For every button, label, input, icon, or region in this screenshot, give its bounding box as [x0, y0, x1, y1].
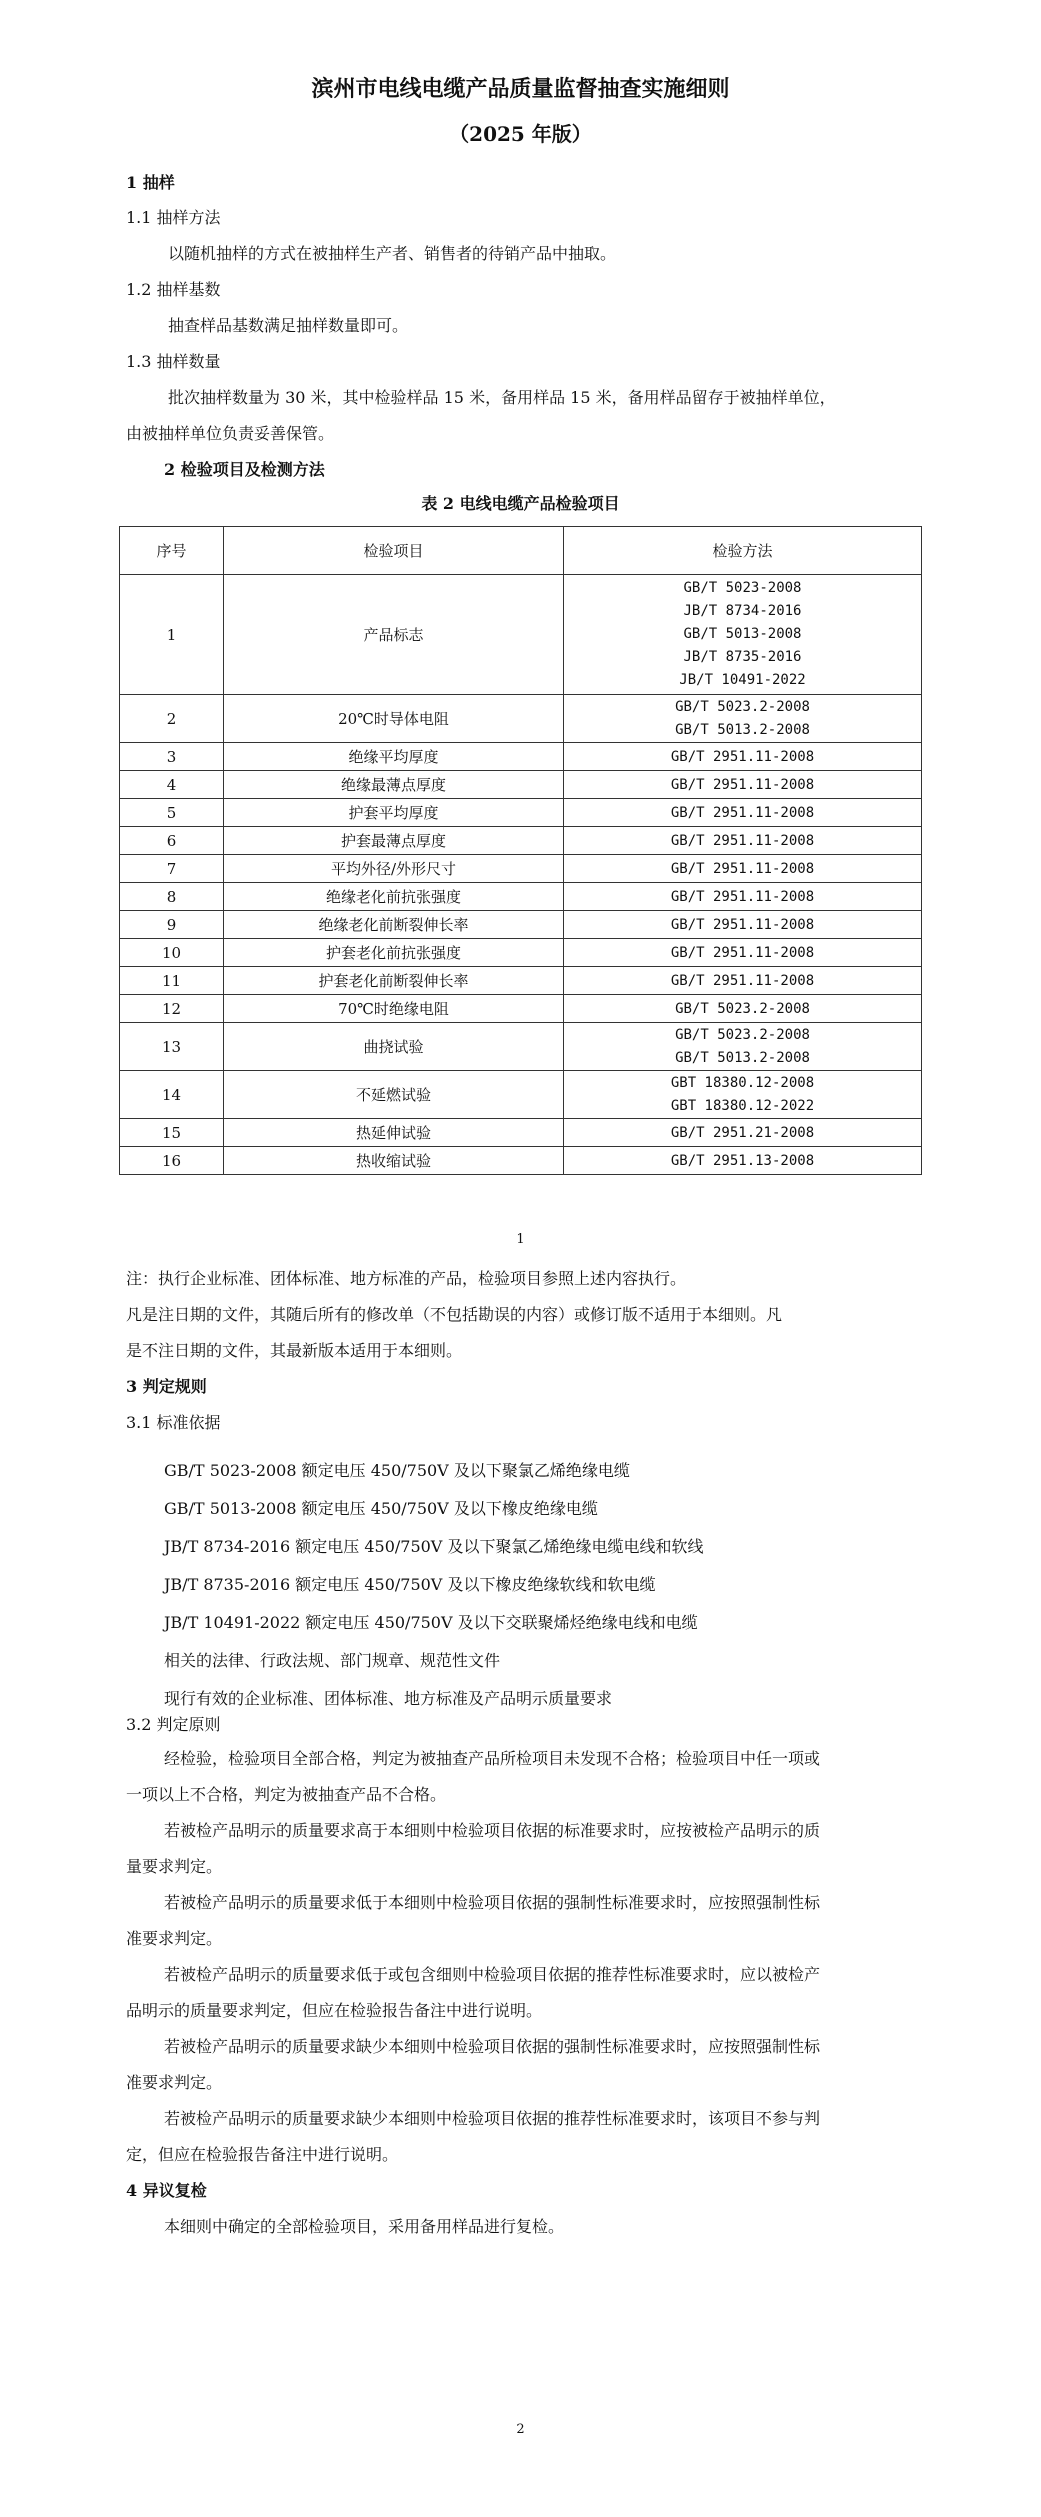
cell-methods — [564, 1119, 922, 1147]
cell-methods — [564, 855, 922, 883]
standard-item: 现行有效的企业标准、团体标准、地方标准及产品明示质量要求 — [164, 1689, 613, 1708]
method-line: GB/T 2951.11-2008 — [670, 748, 815, 765]
header-item: 检验项目 — [224, 527, 564, 575]
cell-methods — [564, 911, 922, 939]
table-row — [120, 743, 922, 771]
standard-item: GB/T 5013-2008 额定电压 450/750V 及以下橡皮绝缘电缆 — [164, 1499, 598, 1518]
table-row — [120, 695, 922, 743]
cell-item: 热延伸试验 — [224, 1119, 564, 1147]
cell-methods — [564, 799, 922, 827]
principle-line: 若被检产品明示的质量要求低于本细则中检验项目依据的强制性标准要求时，应按照强制性标 — [164, 1893, 821, 1912]
cell-item: 护套老化前抗张强度 — [224, 939, 564, 967]
cell-no: 2 — [120, 695, 224, 743]
method-line: GB/T 2951.21-2008 — [670, 1124, 815, 1141]
header-no: 序号 — [120, 527, 224, 575]
cell-no: 16 — [120, 1147, 224, 1175]
cell-methods — [564, 695, 922, 743]
section-3-1-heading: 3.1 标准依据 — [126, 1413, 221, 1432]
cell-no: 11 — [120, 967, 224, 995]
page-number-2: 2 — [516, 2422, 525, 2437]
section-1-heading: 1 抽样 — [126, 173, 175, 192]
table-row — [120, 771, 922, 799]
standard-item: JB/T 8734-2016 额定电压 450/750V 及以下聚氯乙烯绝缘电缆电线和软线 — [164, 1537, 704, 1556]
table-row — [120, 967, 922, 995]
table-row — [120, 939, 922, 967]
method-line: GB/T 5013.2-2008 — [675, 1049, 810, 1066]
method-line: GB/T 2951.11-2008 — [670, 776, 815, 793]
method-line: GB/T 2951.11-2008 — [670, 860, 815, 877]
principle-line: 品明示的质量要求判定，但应在检验报告备注中进行说明。 — [126, 2001, 543, 2020]
cell-methods — [564, 1071, 922, 1119]
table-caption: 表 2 电线电缆产品检验项目 — [421, 494, 620, 513]
section-4-text: 本细则中确定的全部检验项目，采用备用样品进行复检。 — [164, 2217, 565, 2236]
cell-methods — [564, 827, 922, 855]
method-line: GB/T 5023-2008 — [683, 580, 802, 596]
table-row — [120, 1119, 922, 1147]
cell-no: 3 — [120, 743, 224, 771]
section-1-3-heading: 1.3 抽样数量 — [126, 352, 221, 371]
cell-item: 护套老化前断裂伸长率 — [224, 967, 564, 995]
cell-no: 12 — [120, 995, 224, 1023]
principle-line: 准要求判定。 — [126, 2073, 223, 2092]
note-2-line2: 是不注日期的文件，其最新版本适用于本细则。 — [126, 1341, 463, 1360]
method-line: GB/T 5023.2-2008 — [675, 698, 810, 715]
cell-no: 15 — [120, 1119, 224, 1147]
cell-methods — [564, 743, 922, 771]
cell-no: 13 — [120, 1023, 224, 1071]
document-subtitle: （2025 年版） — [449, 122, 592, 146]
header-method: 检验方法 — [564, 527, 922, 575]
cell-no: 14 — [120, 1071, 224, 1119]
method-line: GB/T 5023.2-2008 — [675, 1026, 810, 1043]
cell-methods — [564, 883, 922, 911]
method-line: JB/T 8734-2016 — [683, 603, 802, 619]
cell-item: 护套最薄点厚度 — [224, 827, 564, 855]
cell-methods — [564, 1147, 922, 1175]
cell-item: 曲挠试验 — [224, 1023, 564, 1071]
section-3-heading: 3 判定规则 — [126, 1377, 207, 1396]
principle-line: 若被检产品明示的质量要求低于或包含细则中检验项目依据的推荐性标准要求时，应以被检产 — [164, 1965, 821, 1984]
method-line: GB/T 2951.11-2008 — [670, 944, 815, 961]
cell-methods — [564, 575, 922, 695]
standard-item: GB/T 5023-2008 额定电压 450/750V 及以下聚氯乙烯绝缘电缆 — [164, 1461, 630, 1480]
cell-item: 绝缘最薄点厚度 — [224, 771, 564, 799]
section-1-1-heading: 1.1 抽样方法 — [126, 208, 221, 227]
cell-item: 护套平均厚度 — [224, 799, 564, 827]
cell-item: 20℃时导体电阻 — [224, 695, 564, 743]
cell-item: 绝缘平均厚度 — [224, 743, 564, 771]
section-1-3-text-line1: 批次抽样数量为 30 米，其中检验样品 15 米，备用样品 15 米，备用样品留存于被抽样单位， — [168, 388, 836, 407]
table-row — [120, 1147, 922, 1175]
section-4-heading: 4 异议复检 — [126, 2181, 207, 2200]
section-1-2-text: 抽查样品基数满足抽样数量即可。 — [168, 316, 409, 335]
cell-no: 7 — [120, 855, 224, 883]
cell-no: 9 — [120, 911, 224, 939]
principle-line: 一项以上不合格，判定为被抽查产品不合格。 — [126, 1785, 447, 1804]
standard-item: JB/T 8735-2016 额定电压 450/750V 及以下橡皮绝缘软线和软电缆 — [164, 1575, 656, 1594]
table-row — [120, 799, 922, 827]
cell-item: 平均外径/外形尺寸 — [224, 855, 564, 883]
standard-item: 相关的法律、行政法规、部门规章、规范性文件 — [164, 1651, 501, 1670]
principle-line: 若被检产品明示的质量要求高于本细则中检验项目依据的标准要求时，应按被检产品明示的质 — [164, 1821, 821, 1840]
method-line: GB/T 5013.2-2008 — [675, 721, 810, 738]
principle-line: 若被检产品明示的质量要求缺少本细则中检验项目依据的强制性标准要求时，应按照强制性标 — [164, 2037, 821, 2056]
section-1-2-heading: 1.2 抽样基数 — [126, 280, 221, 299]
method-line: GB/T 2951.11-2008 — [670, 972, 815, 989]
cell-item: 热收缩试验 — [224, 1147, 564, 1175]
table-row — [120, 1071, 922, 1119]
table-row — [120, 1023, 922, 1071]
method-line: GB/T 5023.2-2008 — [675, 1000, 810, 1017]
cell-no: 8 — [120, 883, 224, 911]
table-row — [120, 575, 922, 695]
cell-methods — [564, 995, 922, 1023]
table-row — [120, 855, 922, 883]
section-1-1-text: 以随机抽样的方式在被抽样生产者、销售者的待销产品中抽取。 — [168, 244, 617, 263]
method-line: GBT 18380.12-2022 — [670, 1097, 815, 1114]
table-row — [120, 827, 922, 855]
cell-no: 1 — [120, 575, 224, 695]
page-number-1: 1 — [516, 1232, 525, 1247]
section-1-3-text-line2: 由被抽样单位负责妥善保管。 — [126, 424, 335, 443]
principle-line: 经检验，检验项目全部合格，判定为被抽查产品所检项目未发现不合格；检验项目中任一项或 — [164, 1749, 821, 1768]
cell-item: 产品标志 — [224, 575, 564, 695]
table-row — [120, 995, 922, 1023]
table-row — [120, 911, 922, 939]
cell-no: 6 — [120, 827, 224, 855]
table-header-row — [120, 527, 922, 575]
standard-item: JB/T 10491-2022 额定电压 450/750V 及以下交联聚烯烃绝缘电线和电缆 — [164, 1613, 698, 1632]
method-line: GB/T 2951.11-2008 — [670, 832, 815, 849]
cell-methods — [564, 967, 922, 995]
method-line: JB/T 10491-2022 — [679, 672, 806, 688]
principle-line: 准要求判定。 — [126, 1929, 223, 1948]
cell-methods — [564, 939, 922, 967]
cell-item: 不延燃试验 — [224, 1071, 564, 1119]
note-1: 注：执行企业标准、团体标准、地方标准的产品，检验项目参照上述内容执行。 — [126, 1269, 687, 1288]
method-line: GB/T 2951.11-2008 — [670, 804, 815, 821]
principle-line: 定，但应在检验报告备注中进行说明。 — [126, 2145, 399, 2164]
cell-methods — [564, 771, 922, 799]
cell-item: 绝缘老化前断裂伸长率 — [224, 911, 564, 939]
method-line: GBT 18380.12-2008 — [670, 1074, 815, 1091]
note-2-line1: 凡是注日期的文件，其随后所有的修改单（不包括勘误的内容）或修订版不适用于本细则。凡 — [126, 1305, 783, 1324]
method-line: GB/T 5013-2008 — [683, 626, 802, 642]
method-line: GB/T 2951.13-2008 — [670, 1152, 815, 1169]
section-2-heading: 2 检验项目及检测方法 — [164, 460, 325, 479]
principle-line: 量要求判定。 — [126, 1857, 223, 1876]
document-title: 滨州市电线电缆产品质量监督抽查实施细则 — [311, 76, 730, 102]
cell-item: 70℃时绝缘电阻 — [224, 995, 564, 1023]
cell-methods — [564, 1023, 922, 1071]
cell-no: 10 — [120, 939, 224, 967]
method-line: GB/T 2951.11-2008 — [670, 888, 815, 905]
cell-no: 5 — [120, 799, 224, 827]
cell-no: 4 — [120, 771, 224, 799]
section-3-2-heading: 3.2 判定原则 — [126, 1715, 221, 1734]
method-line: GB/T 2951.11-2008 — [670, 916, 815, 933]
cell-item: 绝缘老化前抗张强度 — [224, 883, 564, 911]
principle-line: 若被检产品明示的质量要求缺少本细则中检验项目依据的推荐性标准要求时，该项目不参与判 — [164, 2109, 821, 2128]
inspection-items-table — [119, 526, 922, 1175]
method-line: JB/T 8735-2016 — [683, 649, 802, 665]
table-row — [120, 883, 922, 911]
